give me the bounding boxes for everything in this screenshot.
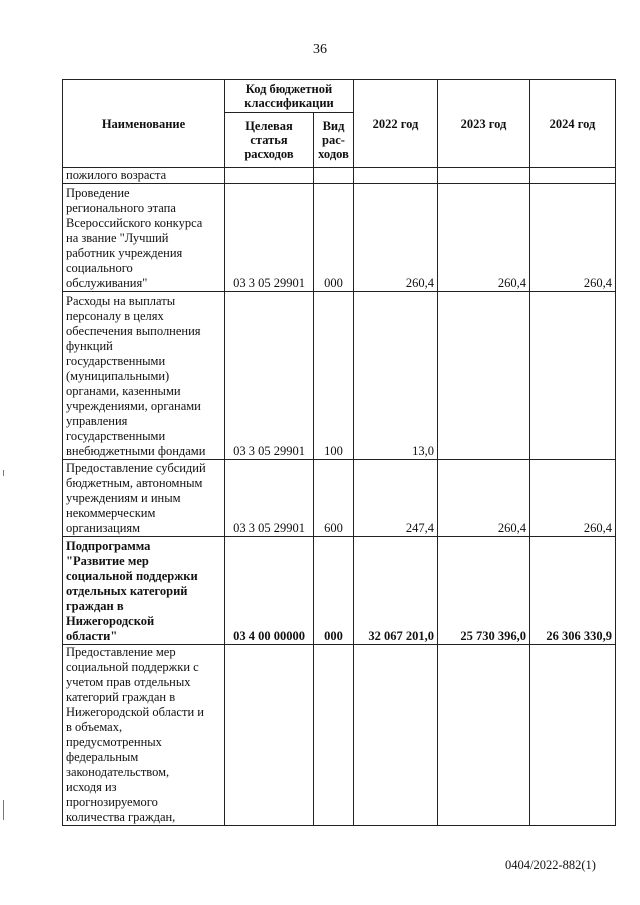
row-2022: 260,4	[354, 184, 438, 292]
row-type	[314, 645, 354, 826]
row-type	[314, 168, 354, 184]
row-name: Предоставление мер социальной поддержки с учетом прав отдельных категорий граждан в Нижегородской области и в объемах, предусмотренных федеральным законодательством, исходя из прогнозируемого количества граждан,	[63, 645, 225, 826]
row-2022: 247,4	[354, 460, 438, 537]
row-2023: 260,4	[438, 184, 530, 292]
row-name: Расходы на выплаты персоналу в целях обеспечения выполнения функций государственными (муниципальными) органами, казенными учреждениями, органами управления государственными внебюджетными фондами	[63, 292, 225, 460]
header-name: Наименование	[63, 80, 225, 168]
row-name: Проведение регионального этапа Всероссийского конкурса на звание "Лучший работник учреждения социального обслуживания"	[63, 184, 225, 292]
row-2022	[354, 168, 438, 184]
row-code	[225, 168, 314, 184]
row-2023: 260,4	[438, 460, 530, 537]
row-code: 03 3 05 29901	[225, 292, 314, 460]
document-code: 0404/2022-882(1)	[505, 858, 596, 872]
header-2023: 2023 год	[438, 80, 530, 168]
row-type: 000	[314, 184, 354, 292]
row-type: 600	[314, 460, 354, 537]
row-2022	[354, 645, 438, 826]
row-2023	[438, 168, 530, 184]
header-2022: 2022 год	[354, 80, 438, 168]
row-code: 03 3 05 29901	[225, 460, 314, 537]
header-target-article: Целевая статья расходов	[225, 113, 314, 168]
row-name: Подпрограмма "Развитие мер социальной поддержки отдельных категорий граждан в Нижегородской области"	[63, 537, 225, 645]
budget-table	[62, 79, 616, 826]
row-2022: 32 067 201,0	[354, 537, 438, 645]
row-code	[225, 645, 314, 826]
row-2024: 26 306 330,9	[530, 537, 616, 645]
row-2024: 260,4	[530, 184, 616, 292]
row-code: 03 4 00 00000	[225, 537, 314, 645]
page-number: 36	[313, 42, 327, 57]
scan-mark	[3, 800, 4, 820]
table-row	[63, 168, 616, 184]
row-2022: 13,0	[354, 292, 438, 460]
row-2024	[530, 292, 616, 460]
header-expense-type: Вид рас-ходов	[314, 113, 354, 168]
row-name: пожилого возраста	[63, 168, 225, 184]
row-code: 03 3 05 29901	[225, 184, 314, 292]
table-row	[63, 292, 616, 460]
row-2023	[438, 645, 530, 826]
table-row	[63, 460, 616, 537]
table-row-subprogram	[63, 537, 616, 645]
row-2024	[530, 168, 616, 184]
row-2024	[530, 645, 616, 826]
row-type: 100	[314, 292, 354, 460]
scan-mark	[3, 470, 4, 476]
table-row	[63, 645, 616, 826]
row-2023	[438, 292, 530, 460]
table-row	[63, 184, 616, 292]
row-type: 000	[314, 537, 354, 645]
row-2023: 25 730 396,0	[438, 537, 530, 645]
row-name: Предоставление субсидий бюджетным, автономным учреждениям и иным некоммерческим организациям	[63, 460, 225, 537]
header-code-group: Код бюджетной классификации	[225, 80, 354, 113]
header-2024: 2024 год	[530, 80, 616, 168]
row-2024: 260,4	[530, 460, 616, 537]
